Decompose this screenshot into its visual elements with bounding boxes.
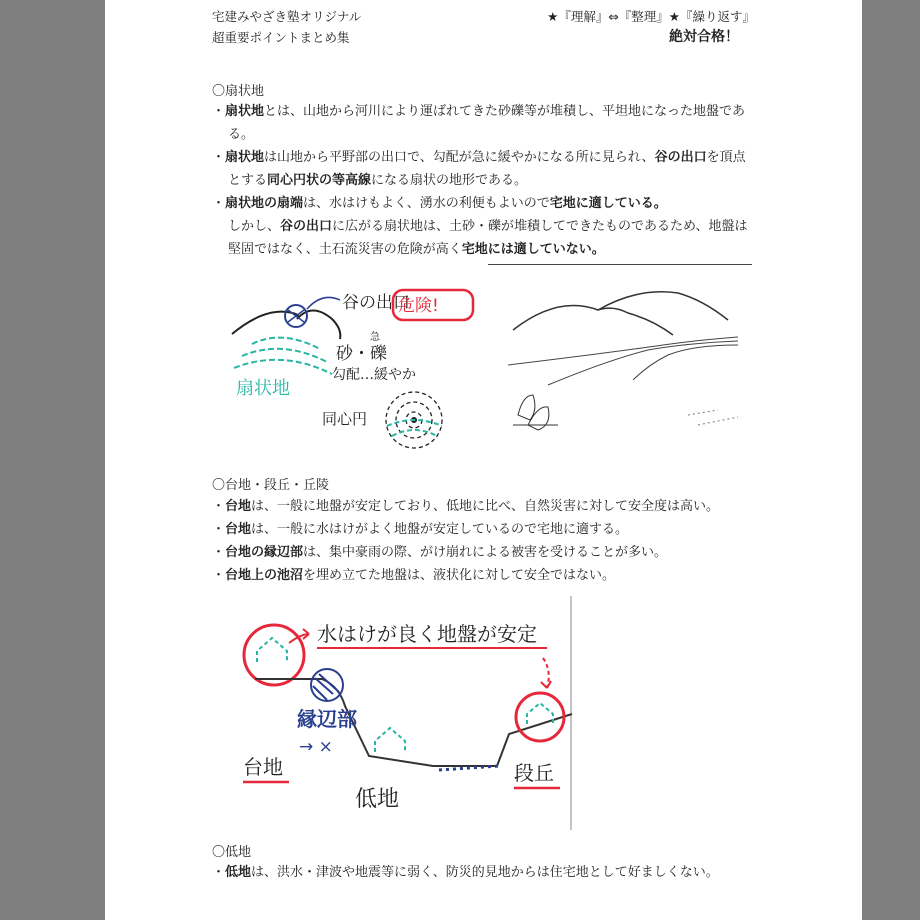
section-title-plateau: 〇台地・段丘・丘陵 <box>212 478 330 493</box>
label-danger: 危険! <box>398 296 439 316</box>
fan-diagram-sketch <box>222 264 484 454</box>
list-item-continuation: しかし、谷の出口に広がる扇状地は、土砂・礫が堆積してできたものであるため、地盤は堅固ではなく、土石流災害の危険が高く宅地には適していない。 <box>228 219 748 257</box>
label-steep: 急 <box>370 332 380 343</box>
label-slope: 勾配…緩やか <box>332 367 416 383</box>
fan-bullets <box>212 100 757 261</box>
list-item: ・ 台地上の池沼を埋め立てた地盤は、液状化に対して安全ではない。 <box>212 564 757 587</box>
label-lowland: 低地 <box>355 787 400 812</box>
list-item: ・ 扇状地の扇端は、水はけもよく、湧水の利便もよいので宅地に適している。 <box>212 192 757 215</box>
label-concentric: 同心円 <box>322 410 368 428</box>
label-drainage: 水はけが良く地盤が安定 <box>317 622 537 646</box>
list-item: ・ 台地は、一般に水はけがよく地盤が安定しているので宅地に適する。 <box>212 518 757 541</box>
list-item: ・ 台地は、一般に地盤が安定しており、低地に比べ、自然災害に対して安全度は高い。 <box>212 495 757 518</box>
fan-landscape-illustration <box>488 264 752 455</box>
label-terrace: 段丘 <box>514 761 554 785</box>
header-motto: ★『理解』⇔『整理』★『繰り返す』 <box>547 9 755 24</box>
list-item: ・ 低地は、洪水・津波や地震等に弱く、防災的見地からは住宅地として好ましくない。 <box>212 861 757 884</box>
header-left <box>212 6 361 48</box>
header-right <box>547 6 755 48</box>
label-fan-handwritten: 扇状地 <box>236 378 290 399</box>
plateau-terrace-diagram <box>227 596 573 830</box>
header-slogan: 絶対合格！ <box>669 29 739 45</box>
label-plateau: 台地 <box>243 755 283 779</box>
lowland-bullets <box>212 861 757 884</box>
label-gravel: 砂・礫 <box>336 344 387 364</box>
header-school-name: 宅建みやざき塾オリジナル <box>212 9 362 24</box>
label-edge-ng: → × <box>299 737 333 757</box>
list-item: ・ 扇状地とは、山地から河川により運ばれてきた砂礫等が堆積し、平坦地になった地盤である。 <box>212 100 757 146</box>
label-valley-exit: 谷の出口 <box>342 293 410 313</box>
label-edge: 縁辺部 <box>297 707 357 731</box>
list-item: ・ 台地の縁辺部は、集中豪雨の際、がけ崩れによる被害を受けることが多い。 <box>212 541 757 564</box>
section-title-lowland: 〇低地 <box>212 845 252 860</box>
plateau-bullets <box>212 495 757 587</box>
list-item: ・ 扇状地は山地から平野部の出口で、勾配が急に緩やかになる所に見られ、谷の出口を頂点とする同心円状の等高線になる扇状の地形である。 <box>212 146 757 192</box>
header-collection-title: 超重要ポイントまとめ集 <box>212 30 350 45</box>
section-title-fan: 〇扇状地 <box>212 84 265 99</box>
